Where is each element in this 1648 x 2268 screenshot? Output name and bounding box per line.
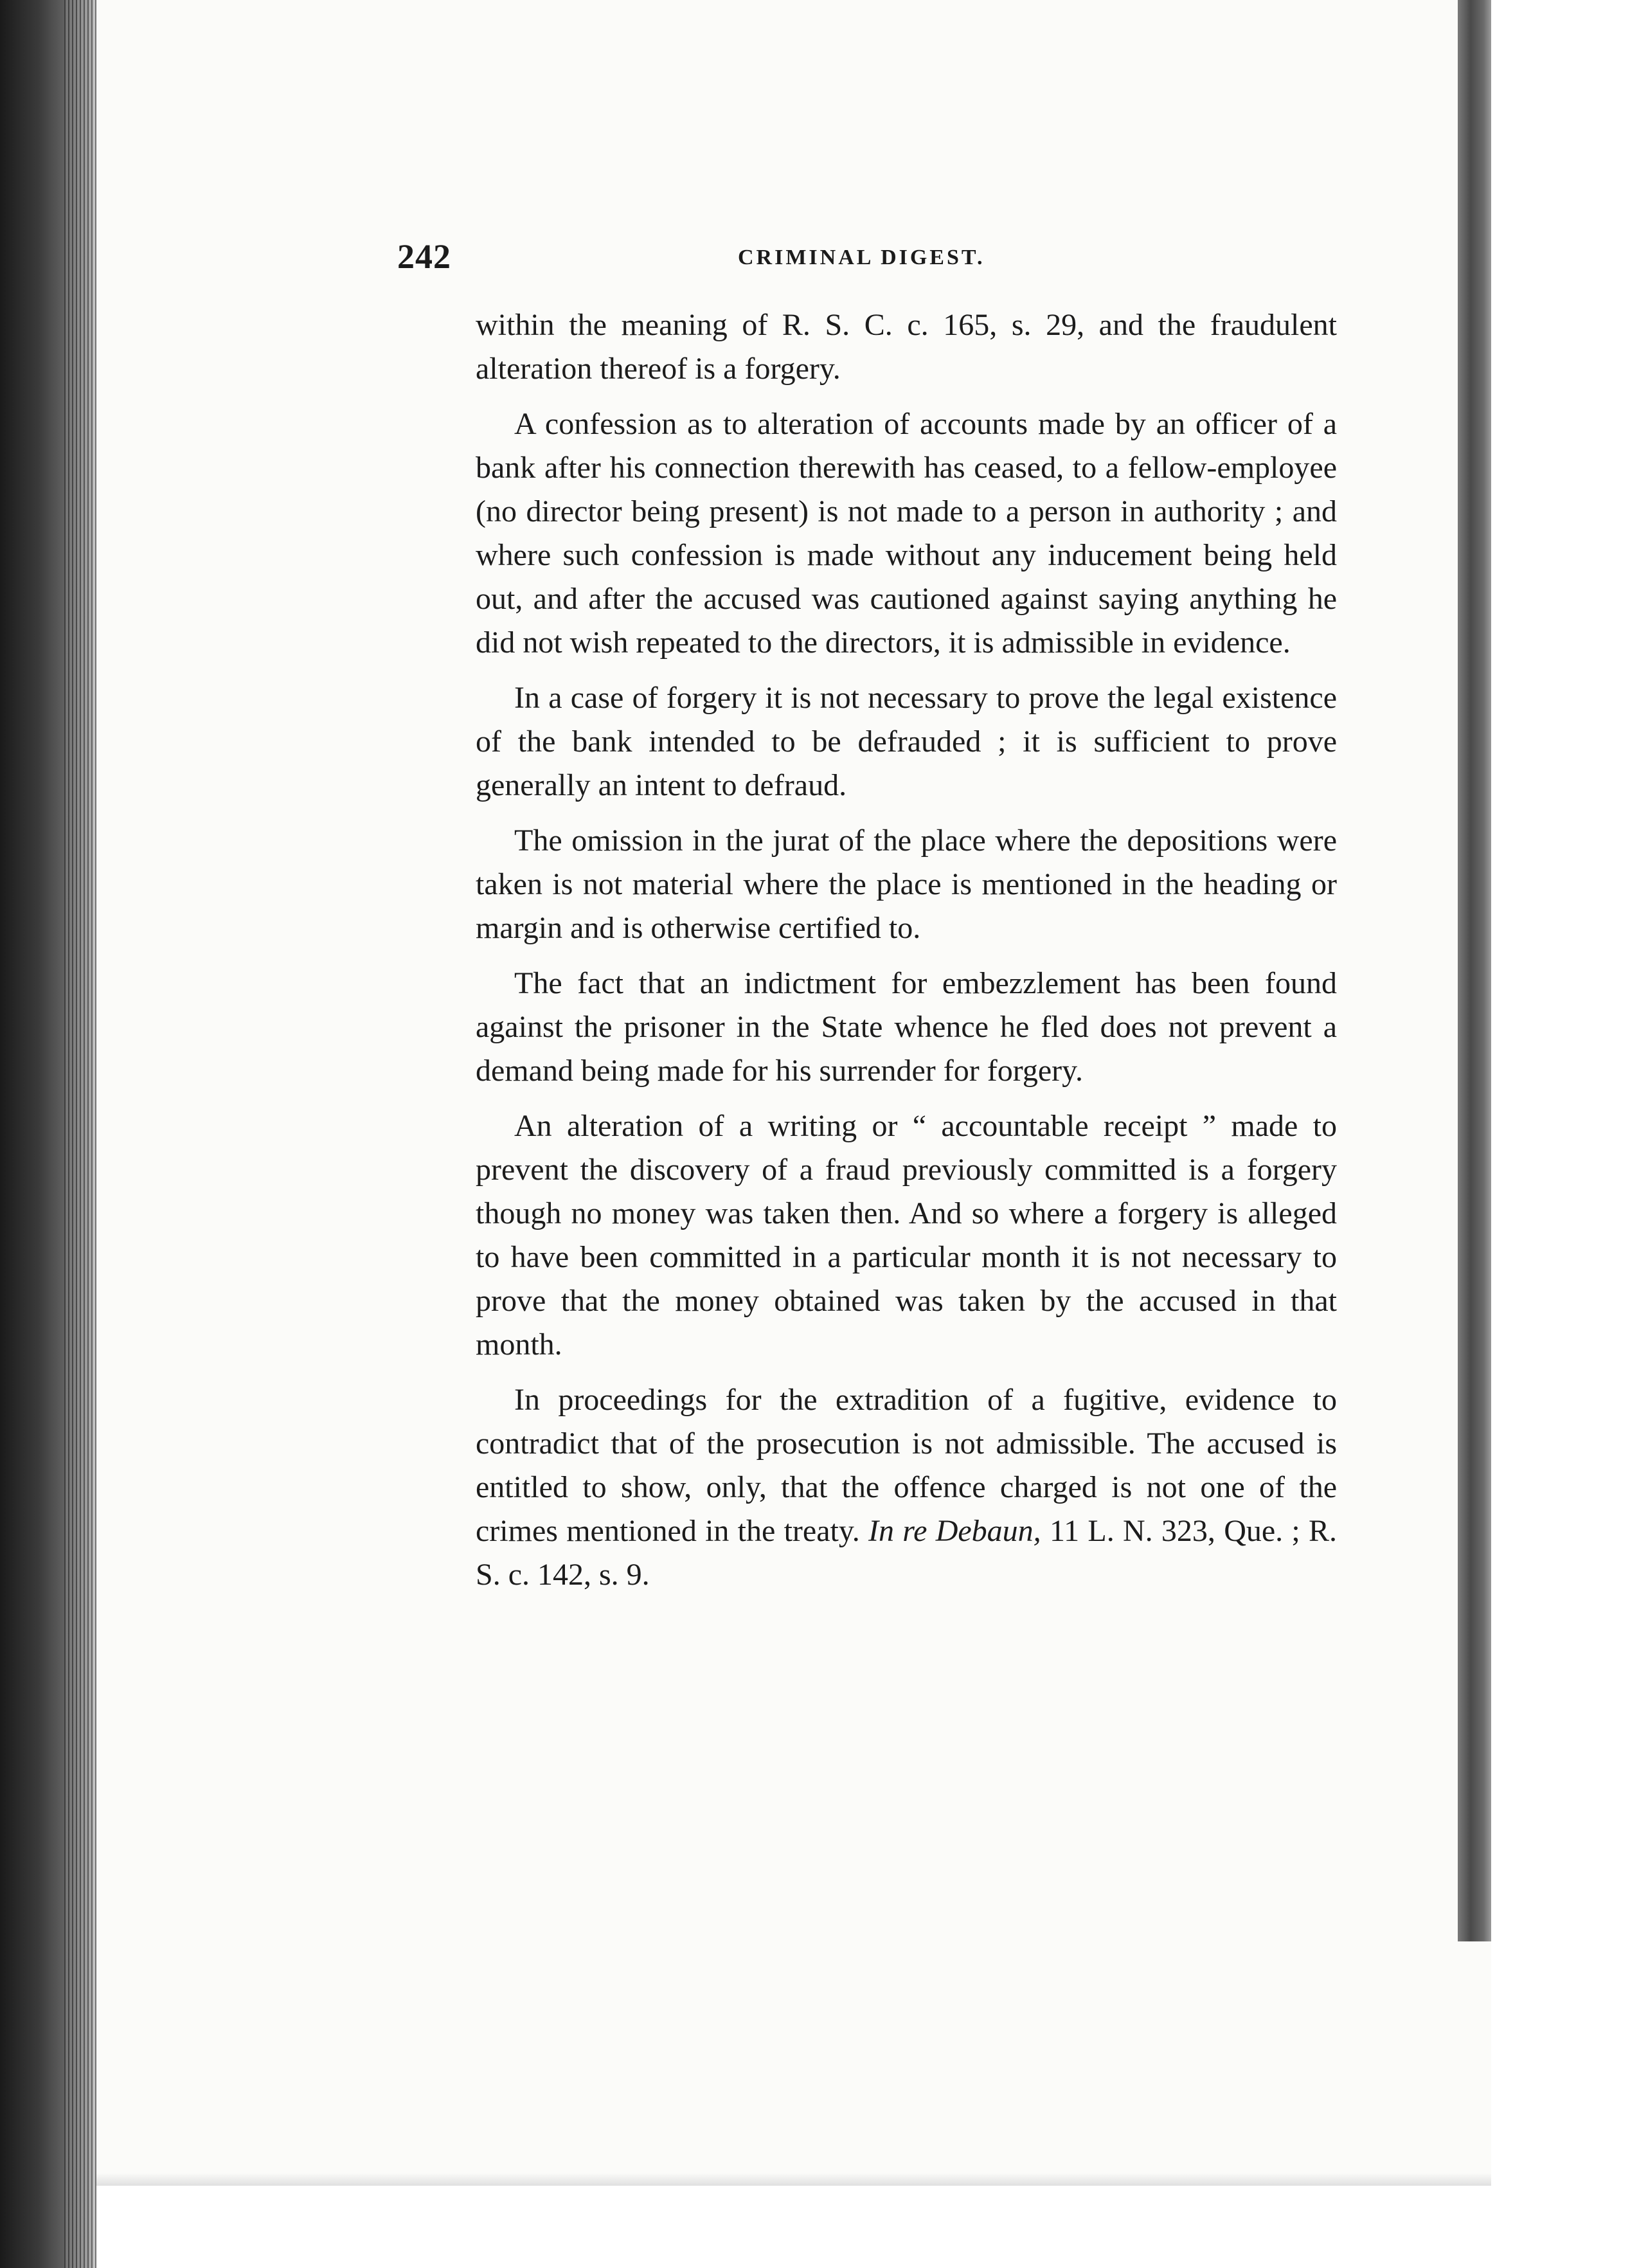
case-citation: 11 L. N. 323, Que. ; R. S. c. 142, s. 9. xyxy=(476,1514,1338,1592)
page-bottom-shadow xyxy=(96,2173,1491,2186)
paragraph: within the meaning of R. S. C. c. 165, s. 29, and the fraudulent alteration thereof is a forgery. xyxy=(476,308,1337,386)
running-title: CRIMINAL DIGEST. xyxy=(738,246,985,269)
right-gutter-edge xyxy=(1458,0,1491,1941)
paragraph: An alteration of a writing or “ accountable receipt ” made to prevent the discovery of a fraud previously committed is a forgery though no money was taken then. And so where a forgery is alleged to have been committed in a particular month it is not necessary to prove that the money obtained was taken by the accused in that month. xyxy=(476,1109,1337,1362)
paragraph: The fact that an indictment for embezzlement has been found against the prisoner in the State whence he fled does not prevent a demand being made for his surrender for forgery. xyxy=(476,966,1337,1088)
right-margin xyxy=(1491,0,1648,2268)
page-stack-edge xyxy=(64,0,96,2268)
bottom-margin xyxy=(96,2186,1491,2268)
body-text xyxy=(476,303,1337,1597)
paragraph-text: In proceedings for the extradition of a fugitive, evidence to contradict that of the prosecution is not admissible. The accused is entitled to show, only, that the offence charged is not one of the crimes mentioned in the treaty. xyxy=(476,1383,1337,1548)
case-name: In re Debaun, xyxy=(868,1514,1041,1548)
paragraph: In a case of forgery it is not necessary to prove the legal existence of the bank intended to be defrauded ; it is sufficient to prove generally an intent to defraud. xyxy=(476,681,1337,802)
paragraph: The omission in the jurat of the place where the depositions were taken is not material where the place is mentioned in the heading or margin and is otherwise certified to. xyxy=(476,824,1337,945)
page-number: 242 xyxy=(397,237,451,276)
running-head xyxy=(397,237,1336,282)
paragraph: A confession as to alteration of accounts made by an officer of a bank after his connection therewith has ceased, to a fellow-employee (no director being present) is not made to a person in authority ; and where such confession is made without any inducement being held out, and after the accused was cautioned against saying anything he did not wish repeated to the directors, it is admissible in evidence. xyxy=(476,407,1337,660)
paragraph-with-citation xyxy=(476,1378,1337,1597)
